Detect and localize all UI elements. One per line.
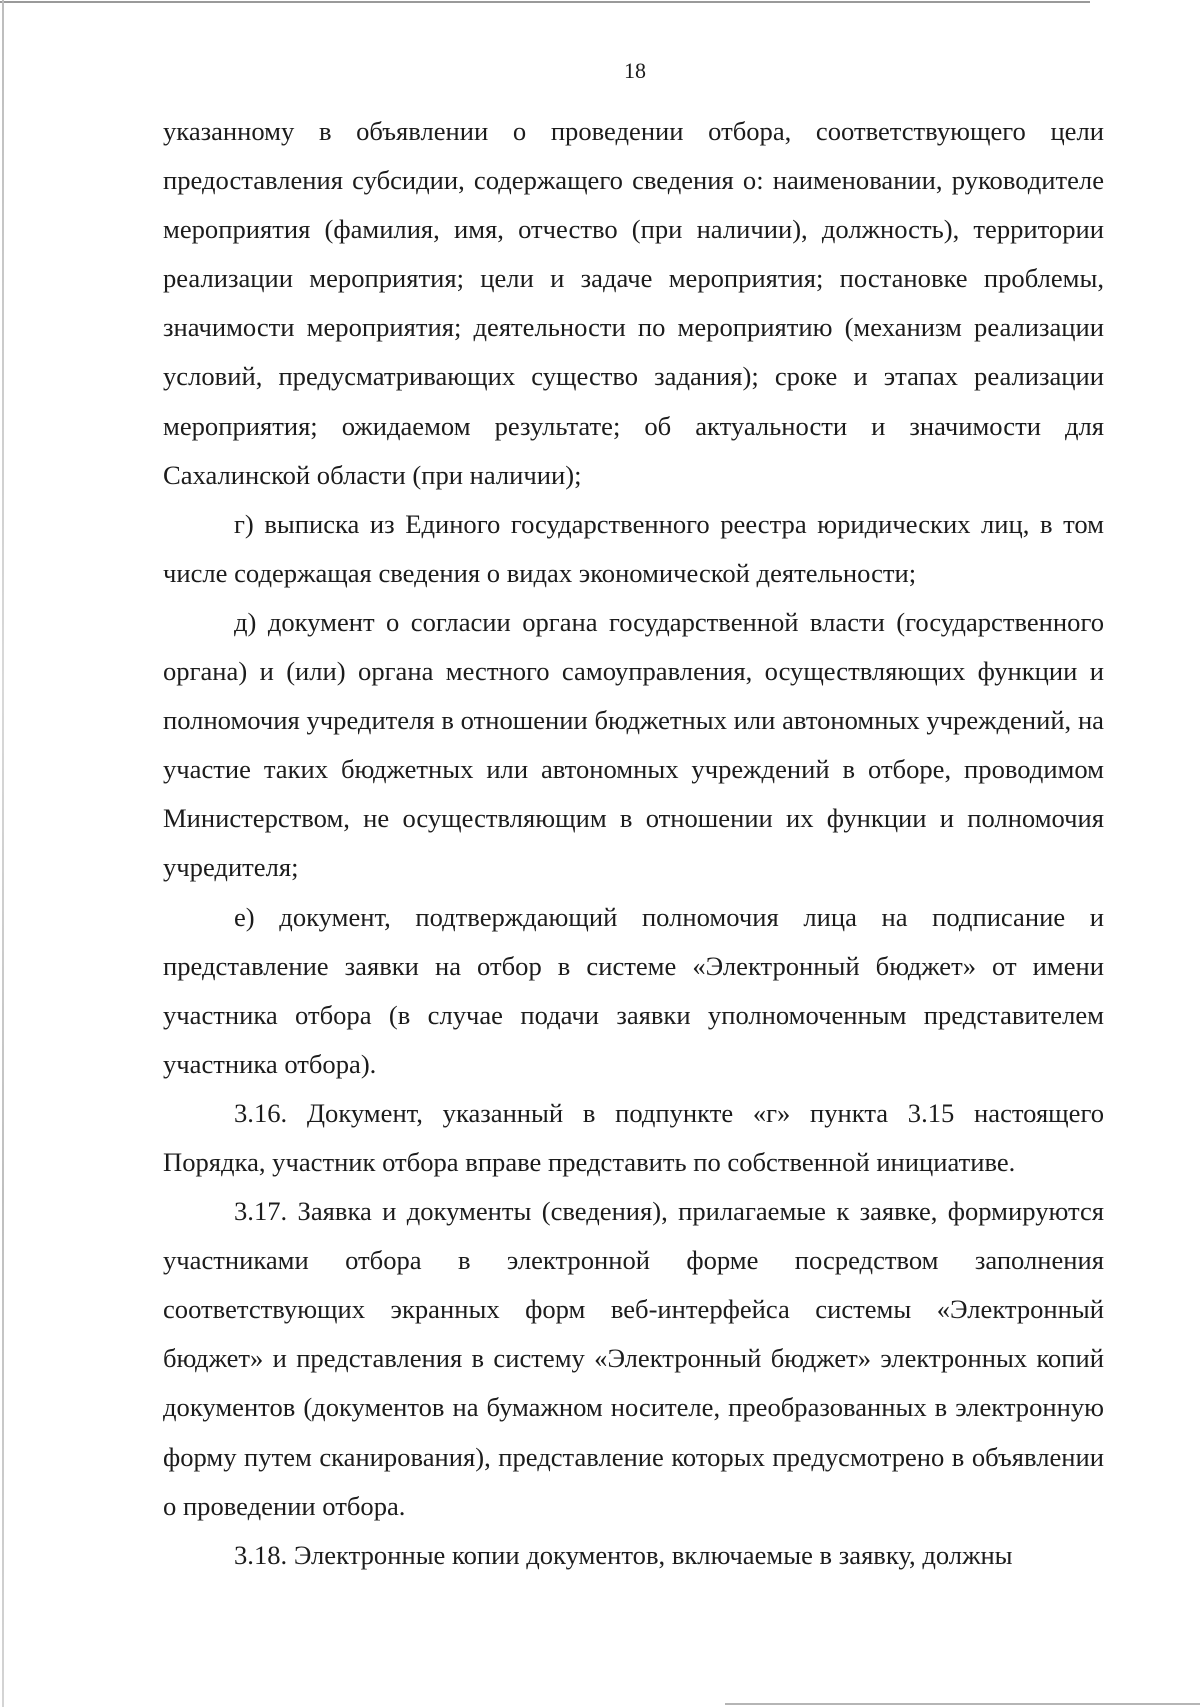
scan-edge-bottom	[725, 1703, 1200, 1705]
paragraph-clause-3-18: 3.18. Электронные копии документов, включаемые в заявку, должны	[234, 1539, 1013, 1570]
document-body	[163, 107, 1104, 1580]
page-number: 18	[624, 58, 646, 83]
scan-edge-left	[2, 0, 4, 1707]
paragraph-clause-3-17: 3.17. Заявка и документы (сведения), прилагаемые к заявке, формируются участниками отбора в электронной форме посредством заполнения соответствующих экранных форм веб-интерфейса системы «Электронный бюджет» и представления в систему «Электронный бюджет» электронных копий документов (документов на бумажном носителе, преобразованных в электронную форму путем сканирования), представление которых предусмотрено в объявлении о проведении отбора.	[163, 1196, 1104, 1521]
paragraph-item-g: г) выписка из Единого государственного реестра юридических лиц, в том числе содержащая сведения о видах экономической деятельности;	[163, 508, 1104, 588]
paragraph-clause-3-16: 3.16. Документ, указанный в подпункте «г» пункта 3.15 настоящего Порядка, участник отбора вправе представить по собственной инициативе.	[163, 1097, 1104, 1177]
paragraph-item-d: д) документ о согласии органа государственной власти (государственного органа) и (или) органа местного самоуправления, осуществляющих функции и полномочия учредителя в отношении бюджетных или автономных учреждений, на участие таких бюджетных или автономных учреждений в отборе, проводимом Министерством, не осуществляющим в отношении их функции и полномочия учредителя;	[163, 606, 1104, 883]
scan-edge-top	[0, 1, 1090, 3]
paragraph-continuation: указанному в объявлении о проведении отбора, соответствующего цели предоставления субсидии, содержащего сведения о: наименовании, руководителе мероприятия (фамилия, имя, отчество (при наличии), должность), территории реализации мероприятия; цели и задаче мероприятия; постановке проблемы, значимости мероприятия; деятельности по мероприятию (механизм реализации условий, предусматривающих существо задания); сроке и этапах реализации мероприятия; ожидаемом результате; об актуальности и значимости для Сахалинской области (при наличии);	[163, 116, 1104, 490]
paragraph-item-e: е) документ, подтверждающий полномочия лица на подписание и представление заявки на отбор в системе «Электронный бюджет» от имени участника отбора (в случае подачи заявки уполномоченным представителем участника отбора).	[163, 901, 1104, 1079]
